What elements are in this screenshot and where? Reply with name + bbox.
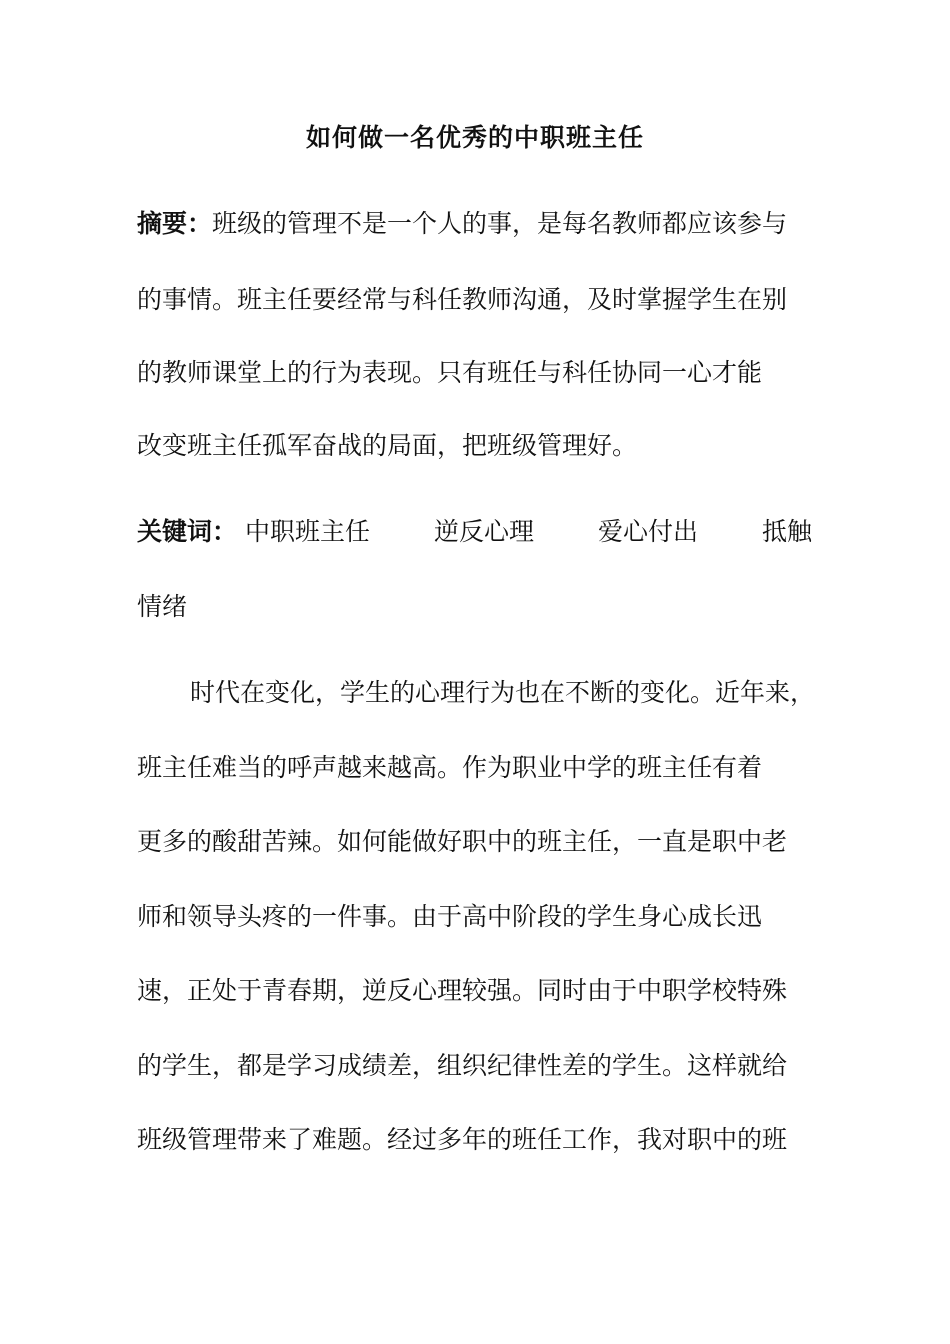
body-line-6: 的学生，都是学习成绩差，组织纪律性差的学生。这样就给 (137, 1051, 788, 1080)
abstract-text-1: 班级的管理不是一个人的事，是每名教师都应该参与 (212, 209, 788, 238)
body-line-3: 更多的酸甜苦辣。如何能做好职中的班主任，一直是职中老 (137, 827, 788, 856)
keyword-1: 中职班主任 (245, 517, 371, 546)
body-line-5: 速，正处于青春期，逆反心理较强。同时由于中职学校特殊 (137, 976, 788, 1005)
abstract-line-3: 的教师课堂上的行为表现。只有班任与科任协同一心才能 (137, 358, 763, 387)
body-line-1: 时代在变化，学生的心理行为也在不断的变化。近年来， (190, 678, 816, 707)
keywords-label: 关键词： (137, 517, 238, 546)
abstract-line-2: 的事情。班主任要经常与科任教师沟通，及时掌握学生在别 (137, 285, 788, 314)
body-line-4: 师和领导头疼的一件事。由于高中阶段的学生身心成长迅 (137, 902, 763, 931)
abstract-label: 摘要： (137, 209, 213, 238)
abstract-line-1 (137, 204, 787, 244)
keyword-5: 情绪 (137, 592, 188, 621)
keyword-2: 逆反心理 (434, 517, 535, 546)
keywords-line-1 (137, 512, 237, 552)
abstract-line-4: 改变班主任孤军奋战的局面，把班级管理好。 (137, 431, 638, 460)
keyword-4: 抵触 (762, 517, 813, 546)
keyword-3: 爱心付出 (598, 517, 699, 546)
document-title: 如何做一名优秀的中职班主任 (305, 123, 644, 152)
body-line-2: 班主任难当的呼声越来越高。作为职业中学的班主任有着 (137, 753, 763, 782)
body-line-7: 班级管理带来了难题。经过多年的班任工作，我对职中的班 (137, 1125, 788, 1154)
